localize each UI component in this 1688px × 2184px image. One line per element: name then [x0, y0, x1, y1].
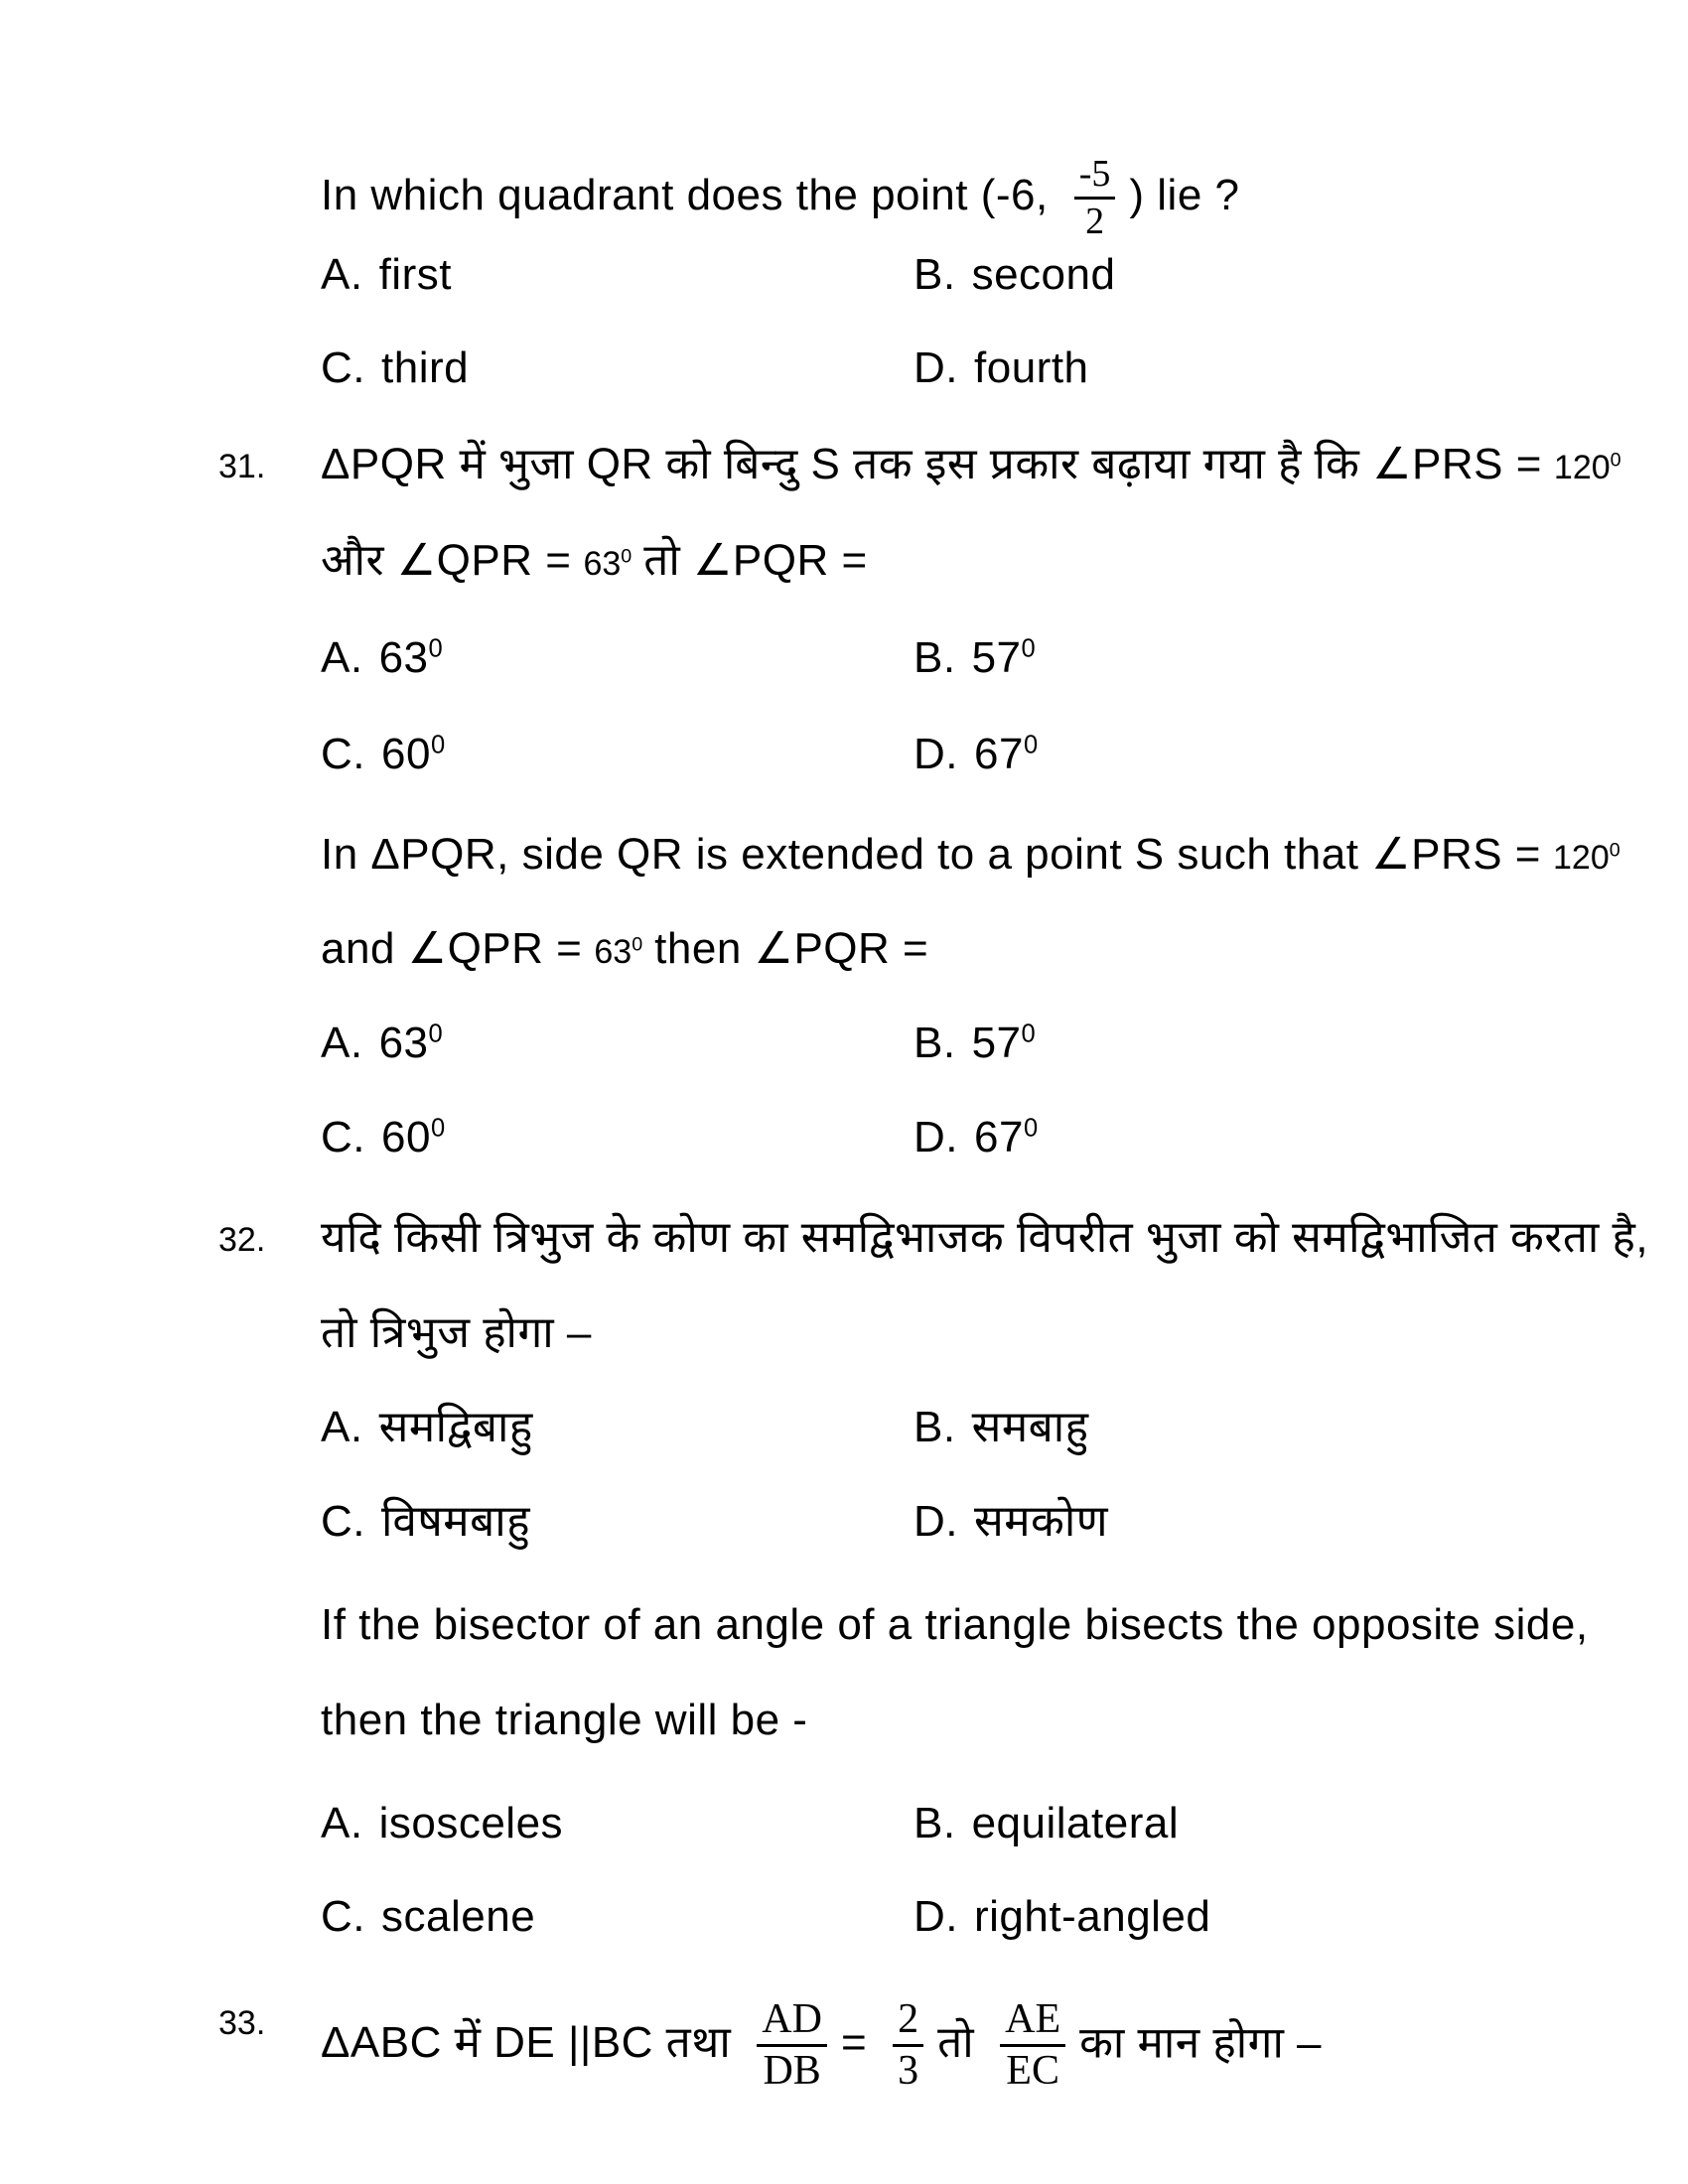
degree-superscript: 0 — [1610, 449, 1621, 472]
equals-sign: = — [840, 2018, 868, 2068]
q32-hindi-option-d — [914, 1497, 1108, 1548]
option-text: 67 — [974, 730, 1024, 778]
question-31-hindi-line-2 — [321, 536, 868, 587]
q31-english-option-a — [321, 1019, 443, 1069]
question-32-hindi-line-1: यदि किसी त्रिभुज के कोण का समद्विभाजक विपरीत भुजा को समद्विभाजित करता है, — [321, 1213, 1649, 1262]
angle-number: 63 — [583, 545, 622, 583]
option-text: second — [971, 250, 1116, 299]
statement-text: ΔABC में DE ||BC तथा — [321, 2018, 732, 2068]
statement-text: तो ∠PQR = — [643, 536, 868, 585]
question-32-hindi-line-2: तो त्रिभुज होगा – — [321, 1308, 592, 1357]
q32-english-option-d — [914, 1892, 1210, 1943]
option-label: C. — [321, 343, 365, 392]
option-text: 67 — [974, 1113, 1024, 1161]
option-text: 60 — [381, 730, 431, 778]
statement-text: then ∠PQR = — [654, 924, 929, 973]
angle-value — [1553, 839, 1620, 877]
fraction-numerator: AE — [1000, 1997, 1065, 2047]
degree-superscript: 0 — [1021, 1020, 1037, 1048]
q32-hindi-option-a — [321, 1403, 533, 1453]
option-label: D. — [914, 343, 958, 392]
question-31-hindi-line-1 — [321, 440, 1621, 490]
option-label: C. — [321, 730, 365, 778]
statement-text: का मान होगा – — [1079, 2018, 1323, 2068]
option-text: समद्विबाहु — [378, 1403, 533, 1451]
option-label: A. — [321, 1799, 363, 1847]
q31-english-option-b — [914, 1019, 1036, 1069]
option-label: C. — [321, 1497, 365, 1546]
option-text: 57 — [971, 633, 1022, 682]
option-label: D. — [914, 1892, 958, 1941]
intro-fraction-denominator: 2 — [1085, 201, 1105, 243]
option-text: first — [378, 250, 452, 299]
option-label: A. — [321, 1403, 363, 1451]
intro-question-after: ) lie ? — [1129, 171, 1240, 220]
fraction-denominator: 3 — [898, 2048, 919, 2095]
q32-english-option-a — [321, 1799, 563, 1849]
question-31-english-line-1 — [321, 830, 1620, 881]
angle-number: 120 — [1553, 839, 1610, 877]
question-32-english-line-1: If the bisector of an angle of a triangle bisects the opposite side, — [321, 1600, 1589, 1649]
option-label: A. — [321, 1019, 363, 1067]
fraction-ae-ec — [1000, 1997, 1065, 2095]
option-label: B. — [914, 633, 956, 682]
option-text: समकोण — [974, 1497, 1109, 1546]
question-31-number: 31. — [218, 448, 266, 485]
option-text: विषमबाहु — [381, 1497, 530, 1546]
statement-text: ΔPQR में भुजा QR को बिन्दु S तक इस प्रकार बढ़ाया गया है कि ∠PRS = — [321, 440, 1542, 488]
degree-superscript: 0 — [430, 1114, 446, 1143]
option-text: third — [381, 343, 470, 392]
statement-text: तो — [937, 2018, 975, 2068]
angle-number: 120 — [1553, 449, 1611, 486]
option-label: B. — [914, 1799, 956, 1847]
question-33-number: 33. — [218, 2004, 266, 2042]
fraction-2-3 — [893, 1997, 923, 2095]
q31-hindi-option-b — [914, 633, 1036, 684]
q32-english-option-b — [914, 1799, 1179, 1849]
question-32-english-line-2: then the triangle will be - — [321, 1696, 808, 1744]
q32-hindi-option-b — [914, 1403, 1089, 1453]
intro-option-d — [914, 343, 1089, 394]
intro-question-before: In which quadrant does the point (-6, — [321, 171, 1049, 220]
option-text: fourth — [974, 343, 1089, 392]
intro-fraction-numerator: -5 — [1074, 154, 1116, 200]
angle-number: 63 — [594, 933, 633, 971]
option-label: B. — [914, 1403, 956, 1451]
option-text: scalene — [381, 1892, 536, 1941]
option-text: 60 — [381, 1113, 431, 1161]
fraction-ad-db — [757, 1997, 827, 2095]
option-label: D. — [914, 1497, 958, 1546]
option-text: equilateral — [971, 1799, 1180, 1847]
option-text: isosceles — [378, 1799, 564, 1847]
q31-hindi-option-a — [321, 633, 443, 684]
intro-question-text — [321, 154, 1239, 242]
degree-superscript: 0 — [1609, 839, 1620, 862]
intro-fraction — [1074, 154, 1116, 242]
degree-superscript: 0 — [428, 1020, 444, 1048]
statement-text: and ∠QPR = — [321, 924, 583, 973]
q31-english-option-d — [914, 1113, 1039, 1163]
option-text: 63 — [378, 633, 429, 682]
fraction-denominator: DB — [763, 2048, 821, 2095]
angle-value — [583, 545, 632, 583]
option-label: C. — [321, 1892, 365, 1941]
statement-text: और ∠QPR = — [321, 536, 572, 585]
q32-hindi-option-c — [321, 1497, 530, 1548]
q32-english-option-c — [321, 1892, 535, 1943]
fraction-numerator: 2 — [893, 1997, 923, 2047]
q31-hindi-option-d — [914, 730, 1039, 780]
degree-superscript: 0 — [430, 731, 446, 759]
option-text: 57 — [971, 1019, 1022, 1067]
option-text: 63 — [378, 1019, 429, 1067]
option-text: right-angled — [974, 1892, 1211, 1941]
question-31-english-line-2 — [321, 924, 928, 975]
degree-superscript: 0 — [632, 933, 643, 956]
option-label: C. — [321, 1113, 365, 1161]
degree-superscript: 0 — [1023, 731, 1039, 759]
degree-superscript: 0 — [1023, 1114, 1039, 1143]
statement-text: In ΔPQR, side QR is extended to a point S such that ∠PRS = — [321, 830, 1541, 879]
option-label: B. — [914, 1019, 956, 1067]
option-label: D. — [914, 1113, 958, 1161]
option-label: D. — [914, 730, 958, 778]
intro-option-b — [914, 250, 1115, 301]
intro-option-c — [321, 343, 469, 394]
question-33-line — [321, 1997, 1322, 2095]
option-label: B. — [914, 250, 956, 299]
q31-hindi-option-c — [321, 730, 446, 780]
degree-superscript: 0 — [428, 634, 444, 663]
fraction-denominator: EC — [1006, 2048, 1059, 2095]
q31-english-option-c — [321, 1113, 446, 1163]
intro-option-a — [321, 250, 452, 301]
question-32-number: 32. — [218, 1221, 266, 1259]
option-label: A. — [321, 633, 363, 682]
angle-value — [1554, 449, 1621, 486]
fraction-numerator: AD — [757, 1997, 827, 2047]
option-text: समबाहु — [971, 1403, 1089, 1451]
degree-superscript: 0 — [1021, 634, 1037, 663]
degree-superscript: 0 — [621, 545, 633, 568]
option-label: A. — [321, 250, 363, 299]
angle-value — [594, 933, 642, 971]
